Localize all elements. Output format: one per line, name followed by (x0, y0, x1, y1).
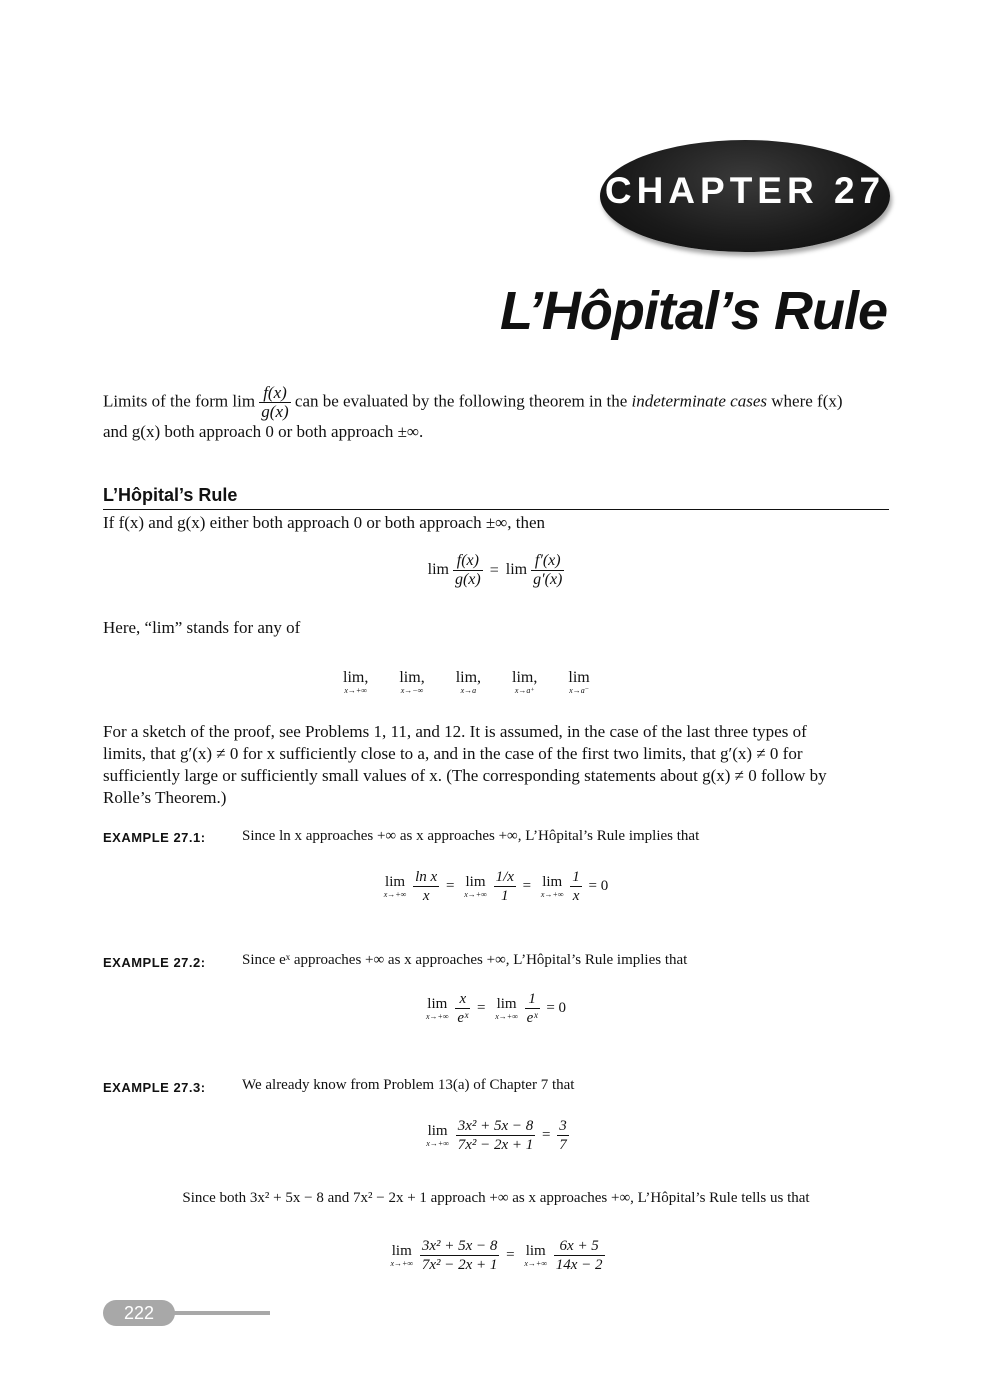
chapter-title: L’Hôpital’s Rule (499, 281, 887, 341)
intro-emphasis: indeterminate cases (631, 391, 768, 411)
rule-statement: If f(x) and g(x) either both approach 0 or both approach ±∞, then (103, 513, 546, 532)
limit-type: lim, x→+∞ (343, 669, 369, 695)
rule-lhs-num: f(x) (453, 552, 483, 571)
limit-types (340, 670, 660, 695)
intro-frac-num: f(x) (259, 384, 290, 403)
page-number-line (170, 1311, 270, 1315)
rule-formula (103, 552, 889, 589)
example-label: EXAMPLE 27.1: (103, 830, 206, 845)
section-heading: L’Hôpital’s Rule (103, 485, 238, 505)
rule-rhs-num: f′(x) (531, 552, 564, 571)
example-2-formula: lim x→+∞ $\frac{x}{\text{eˣ}}$ = lim x→+∞ $\frac{1}{\text{eˣ}}$ = 0 (425, 991, 567, 1026)
chapter-label: CHAPTER 27 (604, 170, 886, 211)
example-1-formula: lim x→+∞ $\frac{\text{ln x}}{x}$ = lim x→+∞ $\frac{1/x}{1}$ = lim x→+∞ $\frac{1}{x}$ = 0 (383, 869, 609, 904)
intro-paragraph (103, 384, 893, 443)
section-rule (103, 509, 889, 510)
rule-equals: = (489, 561, 499, 579)
proof-line: limits, that g′(x) ≠ 0 for x sufficiently close to a, and in the case of the first two limits, that g′(x) ≠ 0 for (103, 744, 803, 763)
limit-type: lim, x→−∞ (399, 669, 425, 695)
proof-line: For a sketch of the proof, see Problems 1, 11, and 12. It is assumed, in the case of the last three types of (103, 722, 807, 741)
intro-part3: where f(x) (771, 391, 843, 411)
example-label: EXAMPLE 27.2: (103, 955, 206, 970)
page-number: 222 (123, 1303, 155, 1323)
rule-lhs (453, 552, 483, 589)
example-text: Since eˣ approaches +∞ as x approaches +∞, L’Hôpital’s Rule implies that (242, 952, 688, 968)
example-text-2: Since both 3x² + 5x − 8 and 7x² − 2x + 1 approach +∞ as x approaches +∞, L’Hôpital’s Rule tells us that (182, 1190, 810, 1206)
rule-rhs (531, 552, 564, 589)
intro-frac-den: g(x) (261, 402, 289, 421)
example-text: We already know from Problem 13(a) of Chapter 7 that (242, 1077, 575, 1093)
example-text: Since ln x approaches +∞ as x approaches +∞, L’Hôpital’s Rule implies that (242, 828, 700, 844)
example-3-formula-b: lim x→+∞ $\frac{\text{3x² + 5x − 8}}{\text{7x² − 2x + 1}}$ = lim x→+∞ $\frac{6x + 5}{14x - 2}$ (390, 1238, 603, 1273)
rule-here: Here, “lim” stands for any of (103, 618, 301, 637)
proof-paragraph (103, 721, 889, 809)
limit-type: lim x→a⁻ (568, 669, 590, 695)
rule-rhs-den: g′(x) (533, 571, 563, 588)
proof-line: Rolle’s Theorem.) (103, 788, 227, 807)
intro-part2: can be evaluated by the following theorem in the (294, 391, 628, 411)
rule-lim-left: lim (427, 561, 449, 579)
rule-lhs-den: g(x) (454, 571, 481, 588)
example-label: EXAMPLE 27.3: (103, 1080, 206, 1095)
proof-line: sufficiently large or sufficiently small values of x. (The corresponding statements about g(x) ≠ 0 follow by (103, 766, 827, 785)
example-3-formula-a: lim x→+∞ $\frac{\text{3x² + 5x − 8}}{\text{7x² − 2x + 1}}$ = $\frac{3}{7}$ (426, 1118, 567, 1153)
rule-lim-right: lim (505, 561, 528, 579)
intro-line2: and g(x) both approach 0 or both approach ±∞. (103, 422, 424, 441)
limit-type: lim, x→a (455, 669, 482, 695)
intro-part1: Limits of the form lim (103, 391, 256, 411)
limit-type: lim, x→a⁺ (512, 669, 538, 695)
intro-fraction (259, 384, 290, 421)
